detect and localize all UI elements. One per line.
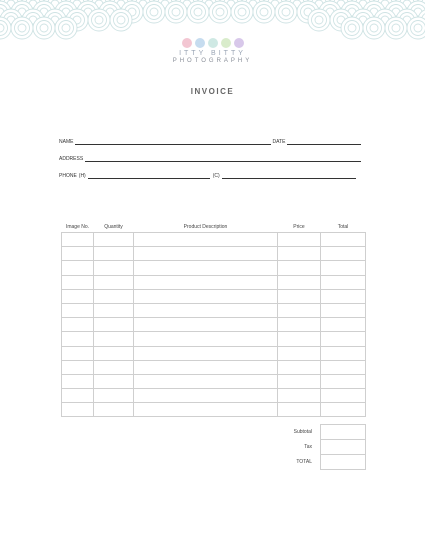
total-row — [270, 455, 366, 470]
table-cell[interactable] — [321, 374, 366, 388]
table-cell[interactable] — [62, 332, 94, 346]
col-header-quantity: Quantity — [104, 224, 123, 230]
brand-name: ITTY BITTY — [179, 50, 246, 57]
table-cell[interactable] — [94, 389, 134, 403]
subtotal-label: Subtotal — [293, 429, 312, 435]
table-row — [62, 275, 366, 289]
name-label: NAME — [59, 139, 74, 145]
table-row — [62, 332, 366, 346]
table-row — [62, 360, 366, 374]
total-label: TOTAL — [296, 459, 312, 465]
phone-home-label: (H) — [78, 173, 86, 179]
table-row — [62, 247, 366, 261]
table-cell[interactable] — [278, 332, 321, 346]
address-label: ADDRESS — [59, 156, 84, 162]
tax-row — [270, 440, 366, 455]
table-cell[interactable] — [278, 374, 321, 388]
table-cell[interactable] — [321, 332, 366, 346]
table-row — [62, 403, 366, 417]
table-cell[interactable] — [62, 360, 94, 374]
table-row — [62, 303, 366, 317]
tax-field[interactable] — [321, 440, 366, 455]
table-cell[interactable] — [321, 346, 366, 360]
scallop-pattern-header — [0, 0, 425, 40]
brand-subtitle: PHOTOGRAPHY — [172, 58, 253, 64]
table-cell[interactable] — [62, 289, 94, 303]
col-header-description: Product Description — [183, 224, 228, 230]
table-cell[interactable] — [62, 303, 94, 317]
table-cell[interactable] — [94, 360, 134, 374]
address-row — [59, 155, 361, 162]
table-cell[interactable] — [134, 360, 278, 374]
table-row — [62, 374, 366, 388]
date-field[interactable] — [287, 138, 361, 145]
table-cell[interactable] — [321, 303, 366, 317]
table-cell[interactable] — [278, 346, 321, 360]
col-header-image-no: Image No. — [65, 224, 90, 230]
logo-dot-icon — [234, 38, 244, 48]
phone-home-field[interactable] — [88, 172, 210, 179]
table-cell[interactable] — [321, 261, 366, 275]
table-cell[interactable] — [134, 346, 278, 360]
table-row — [62, 389, 366, 403]
phone-label: PHONE — [59, 173, 77, 179]
table-cell[interactable] — [94, 318, 134, 332]
phone-row — [59, 172, 356, 179]
table-cell[interactable] — [94, 332, 134, 346]
logo-dot-icon — [208, 38, 218, 48]
table-cell[interactable] — [321, 247, 366, 261]
table-cell[interactable] — [134, 275, 278, 289]
phone-cell-label: (C) — [212, 173, 220, 179]
address-field[interactable] — [85, 155, 361, 162]
totals-block — [270, 424, 366, 470]
line-items-table — [61, 222, 366, 417]
table-cell[interactable] — [134, 403, 278, 417]
name-date-row — [59, 138, 361, 145]
table-cell[interactable] — [62, 275, 94, 289]
table-cell[interactable] — [278, 389, 321, 403]
table-cell[interactable] — [321, 389, 366, 403]
table-cell[interactable] — [62, 403, 94, 417]
table-cell[interactable] — [321, 403, 366, 417]
table-row — [62, 318, 366, 332]
table-cell[interactable] — [94, 247, 134, 261]
table-cell[interactable] — [134, 233, 278, 247]
table-cell[interactable] — [134, 303, 278, 317]
table-cell[interactable] — [94, 233, 134, 247]
table-row — [62, 346, 366, 360]
table-cell[interactable] — [94, 346, 134, 360]
table-cell[interactable] — [278, 261, 321, 275]
logo-dot-icon — [182, 38, 192, 48]
table-cell[interactable] — [94, 289, 134, 303]
logo-dot-icon — [195, 38, 205, 48]
table-row — [62, 233, 366, 247]
table-cell[interactable] — [134, 247, 278, 261]
logo-dots — [0, 38, 425, 48]
table-cell[interactable] — [62, 318, 94, 332]
col-header-total: Total — [337, 224, 349, 230]
table-cell[interactable] — [134, 261, 278, 275]
table-cell[interactable] — [94, 275, 134, 289]
table-cell[interactable] — [94, 403, 134, 417]
total-field[interactable] — [321, 455, 366, 470]
table-cell[interactable] — [134, 318, 278, 332]
table-cell[interactable] — [94, 374, 134, 388]
table-cell[interactable] — [62, 247, 94, 261]
table-cell[interactable] — [321, 360, 366, 374]
table-row — [62, 261, 366, 275]
tax-label: Tax — [304, 444, 312, 450]
table-cell[interactable] — [62, 261, 94, 275]
table-cell[interactable] — [94, 303, 134, 317]
table-cell[interactable] — [278, 289, 321, 303]
table-cell[interactable] — [278, 303, 321, 317]
table-cell[interactable] — [278, 233, 321, 247]
table-cell[interactable] — [94, 261, 134, 275]
col-header-price: Price — [293, 224, 305, 230]
table-row — [62, 289, 366, 303]
date-label: DATE — [272, 139, 286, 145]
subtotal-field[interactable] — [321, 425, 366, 440]
table-cell[interactable] — [321, 289, 366, 303]
table-cell[interactable] — [321, 318, 366, 332]
invoice-title: INVOICE — [190, 87, 235, 96]
table-cell[interactable] — [321, 275, 366, 289]
table-cell[interactable] — [134, 289, 278, 303]
phone-cell-field[interactable] — [222, 172, 356, 179]
table-header-row — [62, 222, 366, 233]
table-cell[interactable] — [134, 332, 278, 346]
table-body — [62, 233, 366, 417]
name-field[interactable] — [75, 138, 271, 145]
table-cell[interactable] — [278, 360, 321, 374]
brand-logo — [0, 38, 425, 64]
table-cell[interactable] — [62, 389, 94, 403]
table-cell[interactable] — [278, 275, 321, 289]
table-cell[interactable] — [134, 374, 278, 388]
logo-dot-icon — [221, 38, 231, 48]
table-cell[interactable] — [278, 318, 321, 332]
table-cell[interactable] — [278, 403, 321, 417]
table-cell[interactable] — [62, 346, 94, 360]
subtotal-row — [270, 425, 366, 440]
table-cell[interactable] — [62, 233, 94, 247]
table-cell[interactable] — [278, 247, 321, 261]
table-cell[interactable] — [62, 374, 94, 388]
table-cell[interactable] — [134, 389, 278, 403]
table-cell[interactable] — [321, 233, 366, 247]
